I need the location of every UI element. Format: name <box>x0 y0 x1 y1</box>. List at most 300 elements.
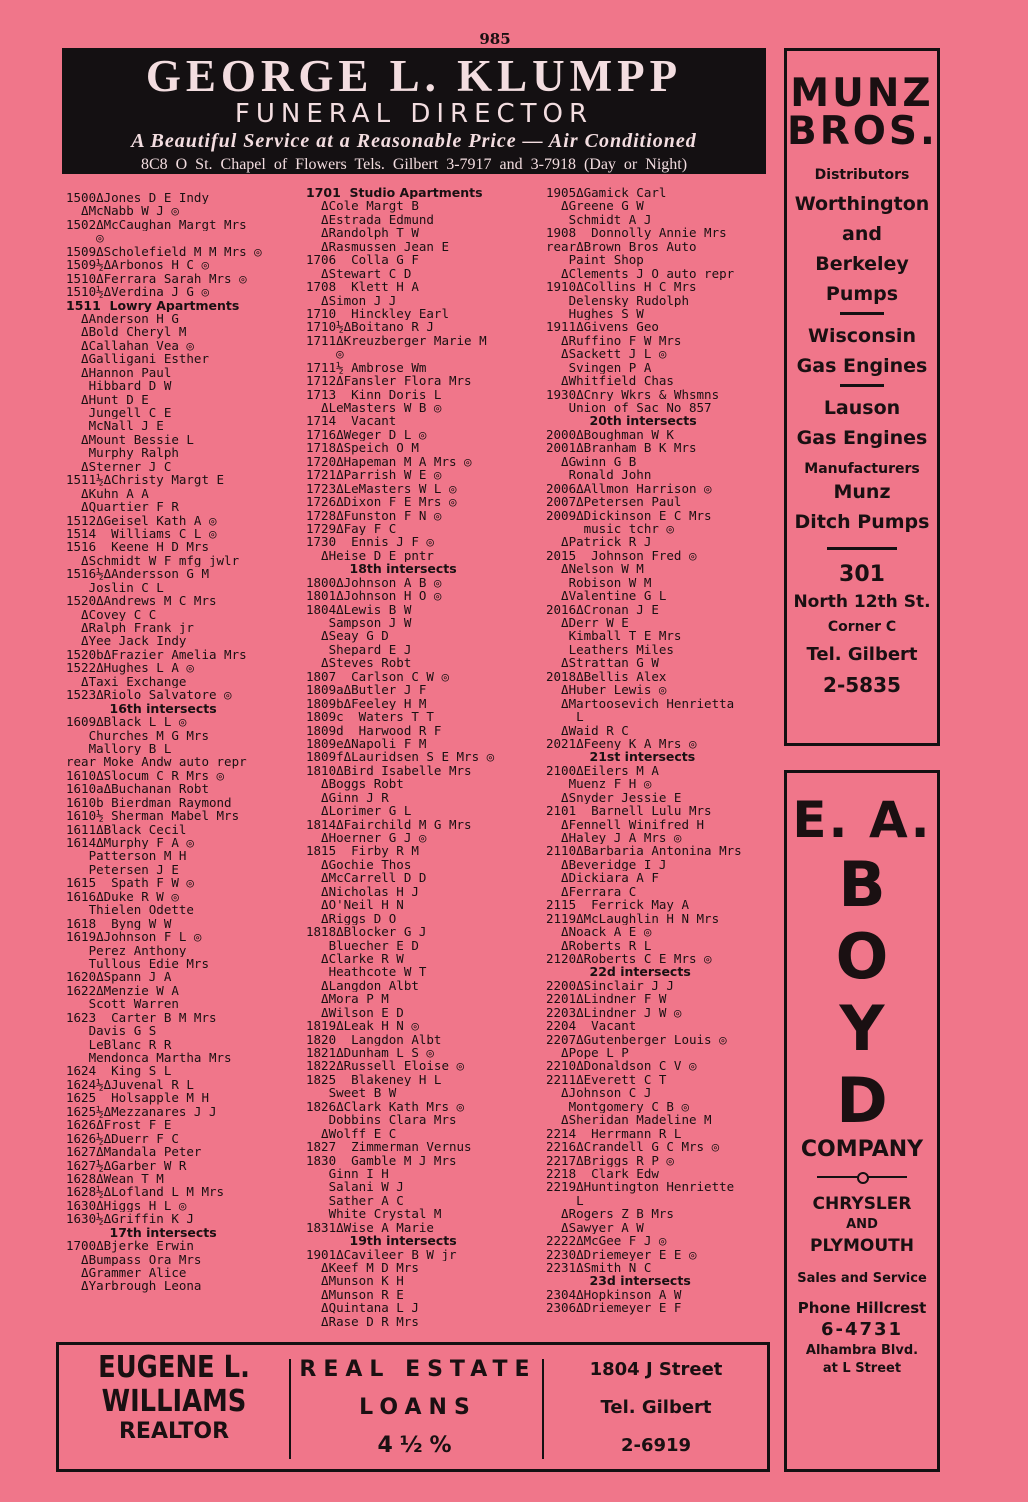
directory-entry: 1626ΔFrost F E <box>66 1118 172 1132</box>
directory-entry: 1711½ Ambrose Wm <box>306 360 427 375</box>
directory-entry: ΔGwinn G B <box>546 454 637 469</box>
williams-phone: 2-6919 <box>620 1435 692 1456</box>
directory-entry: 1509½ΔArbonos H C ◎ <box>66 258 209 272</box>
directory-entry: 1809bΔFeeley H M <box>306 696 427 711</box>
directory-entry: 1628ΔWean T M <box>66 1171 164 1186</box>
directory-entry: 1726ΔDixon F E Mrs ◎ <box>306 495 457 509</box>
directory-entry: 2219ΔHuntington Henriette <box>546 1180 735 1194</box>
directory-entry: 21st intersects <box>546 750 696 764</box>
munz-bros-ad <box>784 48 940 746</box>
directory-entry: Scott Warren <box>66 997 179 1011</box>
munz-line: Ditch Pumps <box>794 511 930 533</box>
directory-entry: 1804ΔLewis B W <box>306 602 412 616</box>
directory-entry: ΔWilson E D <box>306 1005 404 1020</box>
directory-entry: 1809fΔLauridsen S E Mrs ◎ <box>306 750 495 764</box>
directory-entry: ΔGochie Thos <box>306 857 412 872</box>
directory-entry: ΔMcCarrell D D <box>306 871 427 885</box>
directory-entry: White Crystal M <box>306 1207 442 1221</box>
directory-entry: ΔBoggs Robt <box>306 777 404 791</box>
directory-entry: 17th intersects <box>66 1225 217 1240</box>
directory-entry: ΔSawyer A W <box>546 1220 644 1235</box>
directory-entry: ΔMunson R E <box>306 1287 404 1302</box>
munz-line: Corner C <box>827 619 897 635</box>
directory-entry: 1516½ΔAndersson G M <box>66 567 209 581</box>
munz-line: 301 <box>839 562 885 587</box>
directory-entry: ΔLangdon Albt <box>306 978 419 993</box>
directory-entry: ΔCallahan Vea ◎ <box>66 338 194 353</box>
williams-name: WILLIAMS <box>101 1384 247 1419</box>
directory-entry: 2216ΔCrandell G C Mrs ◎ <box>546 1140 720 1154</box>
directory-entry: 1822ΔRussell Eloise ◎ <box>306 1059 465 1073</box>
directory-entry: ΔRoberts R L <box>546 938 652 952</box>
directory-entry: 2101 Barnell Lulu Mrs <box>546 804 712 818</box>
boyd-line: PLYMOUTH <box>810 1236 914 1256</box>
directory-entry: 1910ΔCollins H C Mrs <box>546 280 697 294</box>
directory-entry: 2203ΔLindner J W ◎ <box>546 1005 682 1020</box>
directory-entry: ΔRandolph T W <box>306 226 419 240</box>
directory-entry: Patterson M H <box>66 849 187 863</box>
directory-entry: ΔTaxi Exchange <box>66 674 187 689</box>
directory-entry: ΔRase D R Mrs <box>306 1314 419 1329</box>
directory-entry: ΔRogers Z B Mrs <box>546 1207 674 1221</box>
directory-entry: 1710½ΔBoitano R J <box>306 320 434 334</box>
directory-entry: 1905ΔGamick Carl <box>546 186 667 200</box>
directory-entry: 1713 Kinn Doris L <box>306 387 442 401</box>
directory-entry: 1510½ΔVerdina J G ◎ <box>66 285 209 299</box>
directory-entry: ΔSnyder Jessie E <box>546 790 682 805</box>
directory-entry: 1714 Vacant <box>306 414 397 428</box>
directory-entry: 1622ΔMenzie W A <box>66 983 179 998</box>
munz-line: Distributors <box>814 167 910 183</box>
directory-entry: ΔValentine G L <box>546 589 667 603</box>
boyd-company-ad <box>784 770 940 1472</box>
directory-entry: 2115 Ferrick May A <box>546 898 689 912</box>
directory-entry: 1908 Donnolly Annie Mrs <box>546 226 727 240</box>
directory-entry: 1708 Klett H A <box>306 280 419 294</box>
directory-entry: Davis G S <box>66 1024 157 1038</box>
williams-name-block <box>65 1351 283 1444</box>
directory-entry: 1511 Lowry Apartments <box>66 298 240 312</box>
directory-entry: ΔAnderson H G <box>66 311 179 326</box>
directory-entry: 1825 Blakeney H L <box>306 1072 442 1087</box>
banner-address: 8C8 O St. Chapel of Flowers Tels. Gilbert 3-7917 and 3-7918 (Day or Night) <box>140 156 688 173</box>
directory-entry: 1626½ΔDuerr F C <box>66 1131 179 1146</box>
directory-entry: ΔGinn J R <box>306 790 389 805</box>
directory-entry: ΔFennell Winifred H <box>546 817 705 831</box>
directory-entry: ΔMunson K H <box>306 1274 404 1288</box>
directory-entry: ΔSheridan Madeline M <box>546 1113 712 1127</box>
directory-entry: 1801ΔJohnson H O ◎ <box>306 589 442 603</box>
directory-entry: 1502ΔMcCaughan Margt Mrs <box>66 217 247 232</box>
directory-entry: Murphy Ralph <box>66 446 179 460</box>
williams-name: EUGENE L. <box>98 1350 250 1385</box>
directory-entry: 1800ΔJohnson A B ◎ <box>306 575 442 590</box>
directory-entry: 1911ΔGivens Geo <box>546 320 659 334</box>
boyd-line: Sales and Service <box>797 1271 927 1286</box>
directory-entry: 2222ΔMcGee F J ◎ <box>546 1234 667 1248</box>
directory-entry: Tullous Edie Mrs <box>66 956 209 971</box>
directory-entry: 1615 Spath F W ◎ <box>66 876 194 890</box>
directory-entry: Montgomery C B ◎ <box>546 1099 689 1114</box>
directory-entry: 1627½ΔGarber W R <box>66 1158 187 1172</box>
directory-entry: 2001ΔBranham B K Mrs <box>546 441 697 455</box>
directory-entry: 1514 Williams C L ◎ <box>66 526 217 541</box>
directory-entry: ΔRasmussen Jean E <box>306 239 449 254</box>
directory-entry: ΔRuffino F W Mrs <box>546 333 682 348</box>
directory-entry: ΔHunt D E <box>66 392 149 406</box>
directory-entry: ΔQuartier F R <box>66 500 179 514</box>
directory-entry: 1809aΔButler J F <box>306 683 427 697</box>
munz-name: MUNZ <box>790 71 934 116</box>
munz-line: Pumps <box>825 283 899 305</box>
directory-entry: 1809eΔNapoli F M <box>306 736 427 751</box>
directory-entry: Sather A C <box>306 1193 404 1208</box>
directory-entry: 2110ΔBarbaria Antonina Mrs <box>546 844 742 858</box>
directory-column-2 <box>306 186 542 1328</box>
directory-entry: Churches M G Mrs <box>66 728 209 742</box>
munz-line: Gas Engines <box>796 427 928 449</box>
boyd-company: COMPANY <box>800 1137 924 1162</box>
directory-entry: ◎ <box>306 347 344 361</box>
directory-entry: 1510ΔFerrara Sarah Mrs ◎ <box>66 271 247 286</box>
directory-entry: ΔO'Neil H N <box>306 898 404 912</box>
directory-entry: Mendonca Martha Mrs <box>66 1051 232 1065</box>
directory-entry: 1610aΔBuchanan Robt <box>66 782 209 796</box>
directory-entry: Sweet B W <box>306 1086 397 1100</box>
directory-entry: ΔDickiara A F <box>546 871 659 885</box>
williams-services-block <box>295 1351 541 1465</box>
directory-entry: 2200ΔSinclair J J <box>546 978 674 993</box>
directory-entry: ΔBeveridge I J <box>546 857 667 872</box>
munz-line: Manufacturers <box>804 461 920 477</box>
directory-entry: ◎ <box>66 231 104 245</box>
banner-slogan: A Beautiful Service at a Reasonable Price — Air Conditioned <box>131 130 697 152</box>
directory-entry: 1814ΔFairchild M G Mrs <box>306 817 472 831</box>
ornament-divider <box>817 1176 907 1178</box>
directory-entry: Petersen J E <box>66 862 179 877</box>
directory-entry: 2230ΔDriemeyer E E ◎ <box>546 1247 697 1261</box>
directory-entry: ΔSackett J L ◎ <box>546 347 667 361</box>
directory-entry: ΔPatrick R J <box>546 535 652 549</box>
directory-entry: Sampson J W <box>306 616 412 630</box>
directory-entry: ΔJohnson C J <box>546 1086 652 1100</box>
directory-entry: Ginn I H <box>306 1166 389 1181</box>
directory-entry: Heathcote W T <box>306 965 427 979</box>
directory-entry: 1716ΔWeger D L ◎ <box>306 427 427 442</box>
munz-line: Gas Engines <box>796 355 928 377</box>
directory-entry: 1516 Keene H D Mrs <box>66 540 209 554</box>
munz-line: Lauson <box>823 397 901 419</box>
directory-entry: 1721ΔParrish W E ◎ <box>306 468 442 482</box>
banner-role: FUNERAL DIRECTOR <box>234 99 594 129</box>
directory-entry: 1511½ΔChristy Margt E <box>66 473 225 487</box>
directory-entry: 1901ΔCavileer B W jr <box>306 1247 457 1261</box>
directory-entry: ΔHuber Lewis ◎ <box>546 683 667 697</box>
directory-entry: L <box>546 1193 584 1208</box>
directory-entry: ΔHaley J A Mrs ◎ <box>546 831 682 845</box>
directory-entry: rearΔBrown Bros Auto <box>546 239 697 254</box>
directory-entry: 1723ΔLeMasters W L ◎ <box>306 481 457 496</box>
directory-entry: Kimball T E Mrs <box>546 629 682 643</box>
directory-entry: 1512ΔGeisel Kath A ◎ <box>66 513 217 527</box>
directory-entry: 1728ΔFunston F N ◎ <box>306 508 442 522</box>
directory-entry: ΔSimon J J <box>306 293 397 307</box>
divider <box>840 312 884 315</box>
divider <box>542 1359 544 1459</box>
directory-entry: ΔCole Margt B <box>306 199 419 213</box>
williams-contact-block <box>547 1351 765 1465</box>
banner-name: GEORGE L. KLUMPP <box>145 51 683 101</box>
directory-entry: McNall J E <box>66 419 164 433</box>
directory-entry: ΔStrattan G W <box>546 656 659 670</box>
directory-entry: ΔStewart C D <box>306 266 412 281</box>
directory-entry: Leathers Miles <box>546 642 674 657</box>
directory-entry: 1610b Bierdman Raymond <box>66 795 232 810</box>
williams-service: REAL ESTATE <box>299 1357 537 1382</box>
directory-entry: ΔSteves Robt <box>306 656 412 670</box>
directory-entry: 1831ΔWise A Marie <box>306 1220 434 1235</box>
divider <box>289 1359 291 1459</box>
directory-entry: 1710 Hinckley Earl <box>306 306 449 321</box>
directory-entry: 2218 Clark Edw <box>546 1166 659 1181</box>
boyd-line: Phone Hillcrest <box>797 1299 927 1317</box>
directory-entry: 1609ΔBlack L L ◎ <box>66 715 187 729</box>
directory-entry: 1522ΔHughes L A ◎ <box>66 661 194 675</box>
directory-entry: ΔFerrara C <box>546 884 637 899</box>
directory-entry: 2006ΔAllmon Harrison ◎ <box>546 481 712 496</box>
boyd-letter: Y <box>839 992 885 1065</box>
directory-entry: 1625½ΔMezzanares J J <box>66 1104 217 1119</box>
directory-entry: 1700ΔBjerke Erwin <box>66 1239 194 1253</box>
directory-entry: 1809d Harwood R F <box>306 723 442 737</box>
directory-entry: L <box>546 710 584 724</box>
directory-entry: 1718ΔSpeich O M <box>306 441 419 455</box>
directory-entry: 1618 Byng W W <box>66 916 172 931</box>
directory-entry: 2120ΔRoberts C E Mrs ◎ <box>546 951 712 966</box>
directory-entry: ΔYarbrough Leona <box>66 1279 202 1293</box>
directory-entry: 1830 Gamble M J Mrs <box>306 1153 457 1167</box>
directory-entry: ΔHoerner G J ◎ <box>306 831 427 845</box>
directory-entry: 2007ΔPetersen Paul <box>546 495 682 509</box>
directory-entry: 1628½ΔLofland L M Mrs <box>66 1185 225 1199</box>
funeral-director-banner <box>62 48 766 174</box>
directory-entry: Jungell C E <box>66 406 172 420</box>
williams-service: LOANS <box>359 1395 477 1420</box>
directory-entry: Hibbard D W <box>66 379 172 393</box>
directory-entry: ΔGalligani Esther <box>66 352 209 366</box>
directory-entry: 2204 Vacant <box>546 1019 637 1033</box>
williams-rate: 4½% <box>377 1433 459 1458</box>
directory-entry: 2231ΔSmith N C <box>546 1261 652 1275</box>
directory-entry: 2016ΔCronan J E <box>546 602 659 616</box>
directory-entry: 23d intersects <box>546 1274 691 1288</box>
directory-entry: ΔWolff E C <box>306 1126 397 1141</box>
directory-entry: Shepard E J <box>306 642 412 657</box>
directory-entry: 1520ΔAndrews M C Mrs <box>66 594 217 608</box>
directory-entry: 1706 Colla G F <box>306 253 419 267</box>
directory-entry: 1730 Ennis J F ◎ <box>306 535 434 549</box>
directory-entry: 22d intersects <box>546 965 691 979</box>
boyd-line: 6-4731 <box>820 1319 904 1340</box>
directory-entry: ΔSchmidt W F mfg jwlr <box>66 553 240 568</box>
directory-entry: 16th intersects <box>66 701 217 716</box>
directory-entry: ΔKeef M D Mrs <box>306 1261 419 1275</box>
eugene-williams-ad <box>56 1342 770 1472</box>
directory-entry: 1627ΔMandala Peter <box>66 1145 202 1159</box>
directory-entry: 2306ΔDriemeyer E F <box>546 1301 682 1315</box>
munz-line: and <box>842 223 882 245</box>
directory-entry: ΔNicholas H J <box>306 884 419 899</box>
directory-entry: 2015 Johnson Fred ◎ <box>546 548 697 563</box>
directory-entry: 2201ΔLindner F W <box>546 992 667 1006</box>
directory-entry: 1827 Zimmerman Vernus <box>306 1140 472 1154</box>
directory-entry: 2210ΔDonaldson C V ◎ <box>546 1059 697 1073</box>
directory-entry: ΔWhitfield Chas <box>546 374 674 388</box>
directory-entry: 1624½ΔJuvenal R L <box>66 1077 194 1092</box>
directory-entry: music tchr ◎ <box>546 521 674 536</box>
williams-phone-label: Tel. Gilbert <box>600 1397 712 1418</box>
directory-entry: 1701 Studio Apartments <box>306 186 483 200</box>
directory-entry: ΔMartoosevich Henrietta <box>546 696 735 711</box>
directory-entry: Union of Sac No 857 <box>546 401 712 415</box>
directory-entry: 2018ΔBellis Alex <box>546 669 667 684</box>
directory-entry: 2217ΔBriggs R P ◎ <box>546 1153 674 1167</box>
boyd-letter: O <box>835 920 889 993</box>
directory-entry: ΔClements J O auto repr <box>546 266 735 281</box>
directory-entry: 1729ΔFay F C <box>306 521 397 536</box>
directory-entry: 2304ΔHopkinson A W <box>546 1287 682 1302</box>
directory-entry: ΔYee Jack Indy <box>66 634 187 648</box>
directory-entry: 1619ΔJohnson F L ◎ <box>66 930 202 944</box>
directory-entry: ΔMount Bessie L <box>66 432 194 447</box>
directory-entry: Joslin C L <box>66 580 164 595</box>
directory-entry: Salani W J <box>306 1180 404 1194</box>
directory-entry: ΔDerr W E <box>546 616 629 630</box>
directory-entry: 1711ΔKreuzberger Marie M <box>306 333 487 348</box>
directory-entry: 2009ΔDickinson E C Mrs <box>546 508 712 522</box>
directory-entry: 1821ΔDunham L S ◎ <box>306 1046 434 1060</box>
directory-entry: 1611ΔBlack Cecil <box>66 822 187 836</box>
directory-entry: ΔQuintana L J <box>306 1301 419 1315</box>
directory-entry: rear Moke Andw auto repr <box>66 755 247 769</box>
directory-entry: Bluecher E D <box>306 938 419 952</box>
directory-entry: ΔLeMasters W B ◎ <box>306 401 442 415</box>
directory-entry: Thielen Odette <box>66 903 194 917</box>
directory-entry: Hughes S W <box>546 306 644 321</box>
directory-entry: ΔRalph Frank jr <box>66 621 194 635</box>
directory-entry: 1809c Waters T T <box>306 710 434 724</box>
boyd-line: Alhambra Blvd. <box>805 1343 919 1358</box>
directory-entry: 1509ΔScholefield M M Mrs ◎ <box>66 244 262 259</box>
directory-entry: ΔLorimer G L <box>306 804 412 818</box>
directory-entry: 2119ΔMcLaughlin H N Mrs <box>546 911 720 926</box>
directory-entry: ΔGrammer Alice <box>66 1266 187 1280</box>
directory-entry: ΔBumpass Ora Mrs <box>66 1252 202 1266</box>
directory-entry: 1624 King S L <box>66 1064 172 1078</box>
directory-entry: 1623 Carter B M Mrs <box>66 1010 217 1025</box>
directory-entry: LeBlanc R R <box>66 1037 172 1051</box>
directory-entry: Svingen P A <box>546 360 652 375</box>
directory-entry: 1930ΔCnry Wkrs & Whsmns <box>546 387 720 401</box>
directory-column-1 <box>66 191 302 1293</box>
munz-line: Tel. Gilbert <box>806 644 918 665</box>
directory-entry: ΔHannon Paul <box>66 365 172 380</box>
directory-entry: ΔGreene G W <box>546 199 644 213</box>
directory-entry: ΔEstrada Edmund <box>306 212 434 227</box>
directory-entry: 2211ΔEverett C T <box>546 1072 667 1087</box>
boyd-line: at L Street <box>822 1361 902 1376</box>
directory-entry: ΔSterner J C <box>66 459 172 474</box>
munz-line: Berkeley <box>815 253 909 275</box>
directory-entry: ΔWaid R C <box>546 723 629 737</box>
page-number: 985 <box>479 30 511 48</box>
directory-entry: Schmidt A J <box>546 212 652 227</box>
munz-line: North 12th St. <box>793 592 931 612</box>
directory-entry: 1520bΔFrazier Amelia Mrs <box>66 647 247 662</box>
directory-entry: 1500ΔJones D E Indy <box>66 191 209 205</box>
divider <box>840 384 884 387</box>
directory-entry: 20th intersects <box>546 414 697 428</box>
directory-entry: 2100ΔEilers M A <box>546 763 659 778</box>
directory-entry: Dobbins Clara Mrs <box>306 1113 457 1127</box>
directory-entry: 1616ΔDuke R W ◎ <box>66 889 179 904</box>
directory-entry: 1625 Holsapple M H <box>66 1091 209 1105</box>
boyd-line: AND <box>846 1217 878 1232</box>
munz-line: Wisconsin <box>808 325 916 347</box>
directory-entry: 2021ΔFeeny K A Mrs ◎ <box>546 736 697 751</box>
williams-title: REALTOR <box>118 1419 230 1444</box>
directory-entry: ΔBold Cheryl M <box>66 325 187 339</box>
directory-entry: 1523ΔRiolo Salvatore ◎ <box>66 688 232 702</box>
boyd-line: CHRYSLER <box>812 1194 912 1214</box>
directory-entry: ΔSeay G D <box>306 629 389 643</box>
munz-bros: BROS. <box>787 109 938 154</box>
munz-line: Munz <box>833 481 891 503</box>
boyd-letter: D <box>836 1064 888 1137</box>
directory-entry: 1818ΔBlocker G J <box>306 925 427 939</box>
directory-entry: ΔMcNabb W J ◎ <box>66 204 179 218</box>
boyd-initials: E. A. <box>792 791 932 849</box>
directory-entry: 1614ΔMurphy F A ◎ <box>66 836 194 850</box>
directory-entry: 1630½ΔGriffin K J <box>66 1212 194 1226</box>
directory-entry: 1815 Firby R M <box>306 844 419 858</box>
directory-entry: ΔNelson W M <box>546 562 644 576</box>
directory-entry: ΔClarke R W <box>306 951 404 966</box>
directory-entry: Muenz F H ◎ <box>546 777 652 791</box>
directory-entry: Robison W M <box>546 575 652 590</box>
munz-line: Worthington <box>794 193 930 215</box>
directory-entry: ΔMora P M <box>306 992 389 1006</box>
directory-entry: 2000ΔBoughman W K <box>546 427 674 442</box>
directory-entry: Perez Anthony <box>66 943 187 957</box>
williams-address: 1804 J Street <box>589 1359 723 1380</box>
directory-entry: 1720ΔHapeman M A Mrs ◎ <box>306 454 472 469</box>
directory-entry: 1610½ Sherman Mabel Mrs <box>66 809 240 823</box>
directory-entry: Delensky Rudolph <box>546 293 689 307</box>
directory-entry: 1620ΔSpann J A <box>66 970 172 984</box>
directory-entry: Mallory B L <box>66 741 172 756</box>
directory-entry: 1712ΔFansler Flora Mrs <box>306 374 472 388</box>
directory-entry: 19th intersects <box>306 1234 457 1248</box>
directory-entry: 1820 Langdon Albt <box>306 1032 442 1046</box>
directory-entry: 1819ΔLeak H N ◎ <box>306 1019 419 1033</box>
directory-entry: Paint Shop <box>546 253 644 267</box>
directory-entry: 1630ΔHiggs H L ◎ <box>66 1198 187 1213</box>
directory-entry: ΔRiggs D O <box>306 911 397 926</box>
directory-entry: 1810ΔBird Isabelle Mrs <box>306 763 472 778</box>
directory-entry: ΔHeise D E pntr <box>306 548 434 563</box>
directory-entry: 18th intersects <box>306 562 457 576</box>
